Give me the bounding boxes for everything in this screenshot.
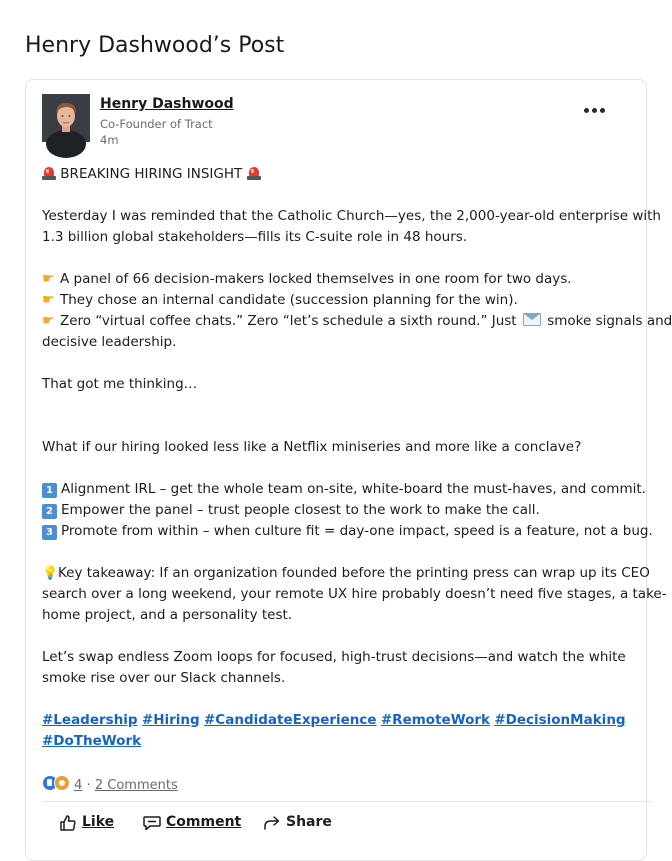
hashtag-link[interactable]: #CandidateExperience bbox=[204, 712, 377, 728]
comment-button[interactable] bbox=[142, 812, 242, 836]
post-line-text: smoke signals and bbox=[547, 313, 672, 329]
pointing-hand-icon: ☛ bbox=[42, 292, 55, 308]
post-line bbox=[42, 164, 261, 185]
share-button[interactable] bbox=[262, 812, 342, 836]
share-label: Share bbox=[286, 814, 332, 830]
comment-bubble-icon bbox=[142, 813, 162, 833]
post-line: 1.3 billion global stakeholders—fills its C-suite role in 48 hours. bbox=[42, 229, 468, 245]
post-line: Yesterday I was reminded that the Catholic Church—yes, the 2,000-year-old enterprise with bbox=[42, 208, 661, 224]
post-line: decisive leadership. bbox=[42, 334, 177, 350]
hashtag-link[interactable]: #DoTheWork bbox=[42, 733, 142, 749]
like-button[interactable] bbox=[58, 812, 128, 836]
siren-emoji-icon bbox=[42, 165, 56, 180]
keycap-three-icon: 3 bbox=[42, 525, 57, 540]
post-line: search over a long weekend, your remote UX hire probably doesn’t need five stages, a take- bbox=[42, 586, 667, 602]
thumbs-up-icon bbox=[58, 813, 78, 833]
post-line: home project, and a personality test. bbox=[42, 607, 293, 623]
hashtag-link[interactable]: #Hiring bbox=[141, 712, 200, 728]
post-line: Let’s swap endless Zoom loops for focused, high-trust decisions—and watch the white bbox=[42, 649, 626, 665]
keycap-two-icon: 2 bbox=[42, 504, 57, 519]
hashtag-link[interactable]: #RemoteWork bbox=[380, 712, 491, 728]
pointing-hand-icon: ☛ bbox=[42, 271, 55, 287]
post-line-text: Key takeaway: If an organization founded before the printing press can wrap up its CEO bbox=[58, 565, 650, 581]
post-line bbox=[42, 563, 650, 584]
post-card bbox=[25, 79, 672, 861]
author-name-link[interactable]: Henry Dashwood bbox=[100, 96, 234, 112]
keycap-one-icon: 1 bbox=[42, 483, 57, 498]
post-line bbox=[42, 479, 646, 500]
post-line bbox=[42, 290, 518, 311]
post-line bbox=[42, 269, 572, 290]
author-title: Co-Founder of Tract bbox=[100, 117, 213, 131]
headline-text: BREAKING HIRING INSIGHT bbox=[60, 166, 243, 182]
post-line: What if our hiring looked less like a Netflix miniseries and more like a conclave? bbox=[42, 439, 582, 455]
comments-count-link[interactable]: 2 Comments bbox=[94, 778, 178, 793]
celebrate-reaction-icon bbox=[54, 775, 70, 791]
post-line-text: Empower the panel – trust people closest to the work to make the call. bbox=[61, 502, 540, 518]
post-line bbox=[42, 500, 540, 521]
siren-emoji-icon bbox=[247, 165, 261, 180]
post-line bbox=[42, 311, 672, 332]
hashtag-link[interactable]: #Leadership bbox=[42, 712, 138, 728]
comment-label: Comment bbox=[166, 814, 242, 830]
pointing-hand-icon: ☛ bbox=[42, 313, 55, 329]
envelope-icon bbox=[523, 313, 541, 326]
lightbulb-icon: 💡 bbox=[42, 566, 59, 581]
reaction-separator: · bbox=[86, 778, 91, 793]
post-line-text: Alignment IRL – get the whole team on-site, white-board the must-haves, and commit. bbox=[61, 481, 646, 497]
post-line-text: Zero “virtual coffee chats.” Zero “let’s schedule a sixth round.” Just bbox=[60, 313, 517, 329]
post-line bbox=[42, 521, 653, 542]
post-timestamp: 4m bbox=[100, 133, 119, 147]
more-options-button[interactable] bbox=[576, 98, 614, 124]
post-line-text: A panel of 66 decision-makers locked themselves in one room for two days. bbox=[60, 271, 572, 287]
ellipsis-icon bbox=[600, 108, 605, 113]
post-line: smoke rise over our Slack channels. bbox=[42, 670, 286, 686]
page-title: Henry Dashwood’s Post bbox=[25, 33, 285, 58]
post-line: That got me thinking… bbox=[42, 376, 198, 392]
post-line-text: They chose an internal candidate (succession planning for the win). bbox=[60, 292, 518, 308]
reaction-count-link[interactable]: 4 bbox=[74, 778, 83, 793]
reactions-summary bbox=[42, 775, 178, 795]
ellipsis-icon bbox=[584, 108, 589, 113]
hashtag-row bbox=[42, 710, 626, 731]
like-label: Like bbox=[82, 814, 115, 830]
hashtag-link[interactable]: #DecisionMaking bbox=[494, 712, 626, 728]
avatar-photo-icon bbox=[42, 94, 90, 142]
hashtag-row bbox=[42, 731, 141, 752]
divider bbox=[42, 801, 652, 802]
share-arrow-icon bbox=[262, 813, 282, 833]
author-avatar[interactable] bbox=[42, 94, 90, 142]
post-line-text: Promote from within – when culture fit = day-one impact, speed is a feature, not a bug. bbox=[61, 523, 653, 539]
ellipsis-icon bbox=[592, 108, 597, 113]
